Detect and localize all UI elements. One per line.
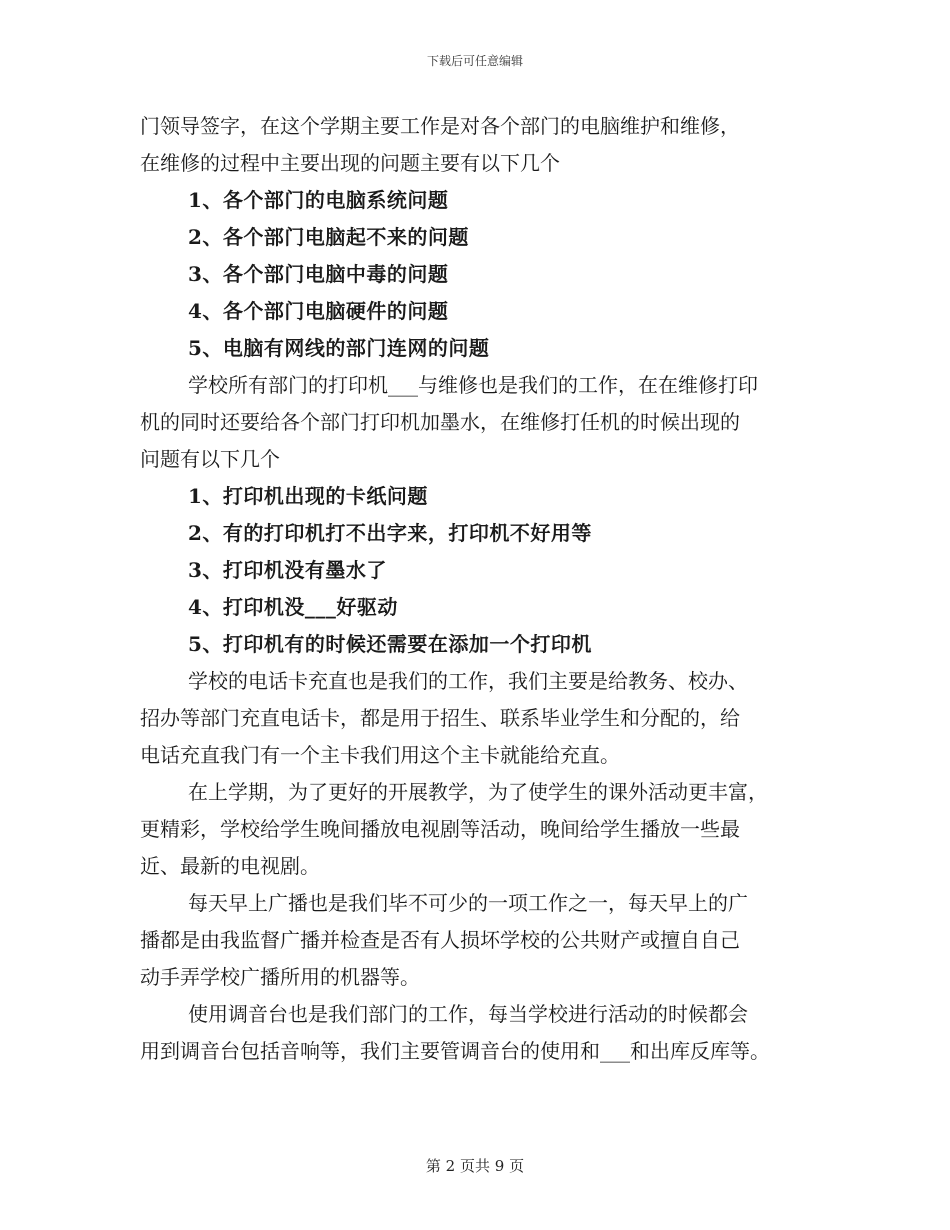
paragraph-line: 播都是由我监督广播并检查是否有人损坏学校的公共财产或擅自自己 [140,928,740,952]
list-item: 1、打印机出现的卡纸问题 [188,484,428,508]
paragraph-3 [140,663,830,774]
paragraph-line: 在维修的过程中主要出现的问题主要有以下几个 [140,151,560,175]
list-item: 2、有的打印机打不出字来，打印机不好用等 [188,521,592,545]
list-item: 2、各个部门电脑起不来的问题 [188,225,469,249]
list-item: 1、各个部门的电脑系统问题 [188,188,449,212]
paragraph-line: 在上学期，为了更好的开展教学，为了使学生的课外活动更丰富， [188,780,768,804]
paragraph-line: 电话充直我门有一个主卡我们用这个主卡就能给充直。 [140,743,620,767]
paragraph-5 [140,885,830,996]
list-item: 4、打印机没___好驱动 [188,595,398,619]
paragraph-line: 门领导签字，在这个学期主要工作是对各个部门的电脑维护和维修， [140,114,740,138]
paragraph-6 [140,996,830,1070]
paragraph-line: 更精彩，学校给学生晚间播放电视剧等活动，晚间给学生播放一些最 [140,817,740,841]
list-item: 3、打印机没有墨水了 [188,558,387,582]
paragraph-line: 招办等部门充直电话卡，都是用于招生、联系毕业学生和分配的，给 [140,706,740,730]
paragraph-line: 动手弄学校广播所用的机器等。 [140,965,420,989]
paragraph-line: 每天早上广播也是我们毕不可少的一项工作之一，每天早上的广 [188,891,748,915]
list-item: 3、各个部门电脑中毒的问题 [188,262,449,286]
paragraph-4 [140,774,830,885]
paragraph-2 [140,367,830,478]
paragraph-line: 学校所有部门的打印机___与维修也是我们的工作，在在维修打印 [188,373,758,397]
paragraph-line: 问题有以下几个 [140,447,280,471]
paragraph-1 [140,108,830,182]
document-body [140,108,830,1070]
computer-issues-list [140,182,830,367]
list-item: 4、各个部门电脑硬件的问题 [188,299,449,323]
paragraph-line: 学校的电话卡充直也是我们的工作，我们主要是给教务、校办、 [188,669,748,693]
page-header: 下载后可任意编辑 [426,54,523,68]
list-item: 5、电脑有网线的部门连网的问题 [188,336,490,360]
paragraph-line: 使用调音台也是我们部门的工作，每当学校进行活动的时候都会 [188,1002,748,1026]
paragraph-line: 用到调音台包括音响等，我们主要管调音台的使用和___和出库反库等。 [140,1039,770,1063]
page-footer: 第 2 页共 9 页 [425,1157,525,1175]
paragraph-line: 机的同时还要给各个部门打印机加墨水，在维修打任机的时候出现的 [140,410,740,434]
paragraph-line: 近、最新的电视剧。 [140,854,320,878]
list-item: 5、打印机有的时候还需要在添加一个打印机 [188,632,592,656]
printer-issues-list [140,478,830,663]
